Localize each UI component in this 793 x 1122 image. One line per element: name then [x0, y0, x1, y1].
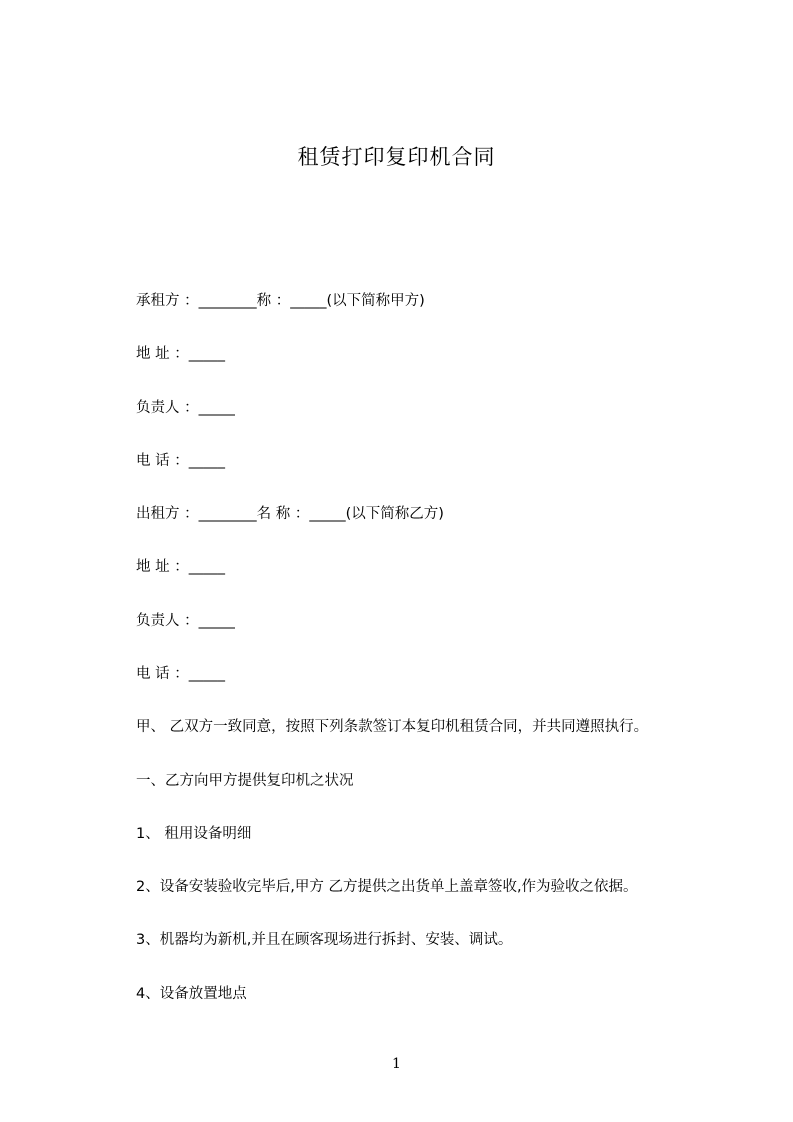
agreement-paragraph: 甲、 乙双方一致同意，按照下列条款签订本复印机租赁合同，并共同遵照执行。 — [136, 719, 649, 735]
clause-2: 2、设备安装验收完毕后,甲方 乙方提供之出货单上盖章签收,作为验收之依据。 — [136, 879, 638, 895]
section-heading-1: 一、乙方向甲方提供复印机之状况 — [136, 773, 354, 789]
lessee-address-line: 地 址 ：_____ — [136, 346, 225, 362]
clause-3: 3、机器均为新机,并且在顾客现场进行拆封、安装、调试。 — [136, 932, 513, 948]
clause-4: 4、设备放置地点 — [136, 986, 247, 1002]
lessor-address-line: 地 址 ：_____ — [136, 559, 225, 575]
lessee-responsible-line: 负责人 ：_____ — [136, 400, 235, 416]
lessee-line: 承租方 ：________称 ：_____(以下简称甲方) — [136, 293, 425, 309]
page-number: 1 — [392, 1056, 401, 1072]
lessor-responsible-line: 负责人 ：_____ — [136, 613, 235, 629]
lessee-phone-line: 电 话 ：_____ — [136, 453, 225, 469]
document-title: 租赁打印复印机合同 — [297, 145, 496, 169]
lessor-line: 出租方 ：________名 称 ：_____(以下简称乙方) — [136, 506, 444, 522]
lessor-phone-line: 电 话 ：_____ — [136, 666, 225, 682]
clause-1: 1、 租用设备明细 — [136, 826, 252, 842]
